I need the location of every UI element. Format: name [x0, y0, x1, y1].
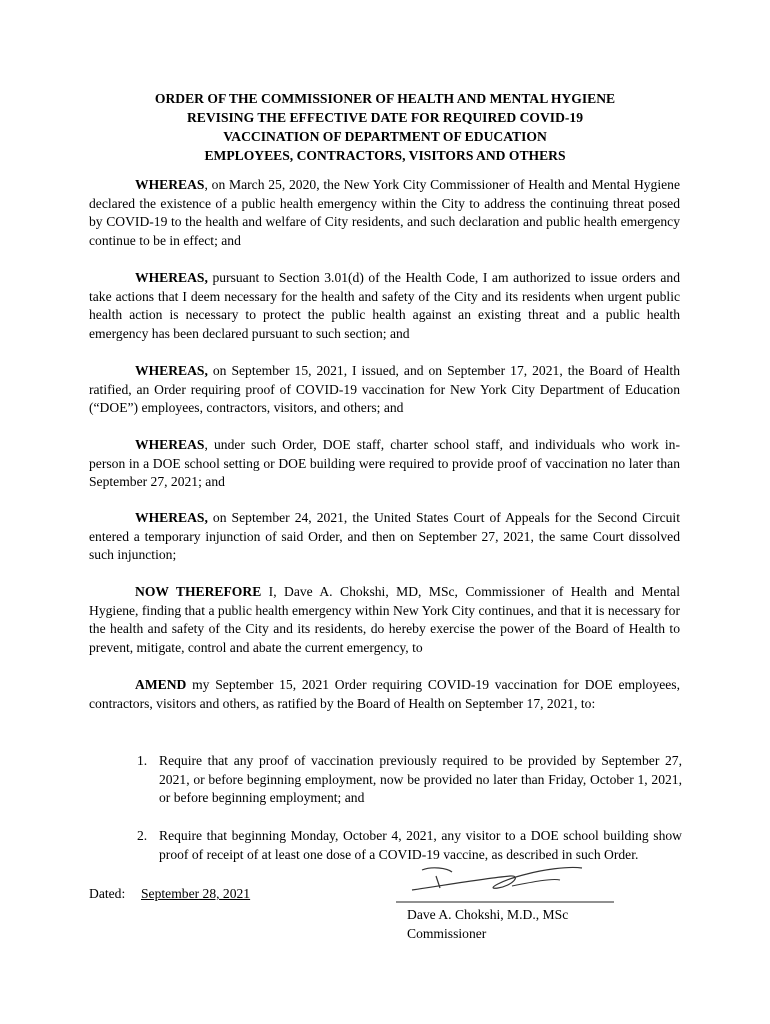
paragraph-text: , on March 25, 2020, the New York City Commissioner of Health and Mental Hygiene declared the existence of a public health emergency within the City to address the continuing threat posed by COVID-19 to the health and welfare of City residents, and such declaration and public health emergency continue to be in effect; and [89, 177, 680, 248]
title-line-4: EMPLOYEES, CONTRACTORS, VISITORS AND OTHERS [204, 148, 566, 163]
paragraph-text: on September 15, 2021, I issued, and on September 17, 2021, the Board of Health ratified, an Order requiring proof of COVID-19 vaccination for New York City Department of Education (“DOE”) employees, contractors, visitors, and others; and [89, 363, 680, 416]
whereas-paragraph-1 [89, 176, 680, 250]
signature-graphic [392, 858, 617, 908]
whereas-paragraph-4 [89, 436, 680, 492]
paragraph-lead: WHEREAS, [135, 363, 208, 378]
paragraph-lead: WHEREAS, [135, 510, 208, 525]
title-line-1: ORDER OF THE COMMISSIONER OF HEALTH AND MENTAL HYGIENE [154, 91, 616, 106]
dated-label: Dated: [89, 886, 126, 901]
order-title [80, 89, 690, 165]
paragraph-text: my September 15, 2021 Order requiring COVID-19 vaccination for DOE employees, contractors, visitors and others, as ratified by the Board of Health on September 17, 2021, to: [89, 677, 680, 711]
list-text: Require that any proof of vaccination previously required to be provided by September 27, 2021, or before beginning employment, now be provided no later than Friday, October 1, 2021, or before beginning employment; and [159, 753, 682, 806]
paragraph-text: pursuant to Section 3.01(d) of the Health Code, I am authorized to issue orders and take actions that I deem necessary for the health and safety of the City and its residents when urgent public health action is necessary to protect the public health against an existing threat and a public health emergency has been declared pursuant to such section; and [89, 270, 680, 341]
now-therefore-paragraph [89, 583, 680, 657]
title-line-3: VACCINATION OF DEPARTMENT OF EDUCATION [223, 129, 547, 144]
whereas-paragraph-3 [89, 362, 680, 418]
amend-paragraph [89, 676, 680, 713]
paragraph-text: on September 24, 2021, the United States Court of Appeals for the Second Circuit entered a temporary injunction of said Order, and then on September 27, 2021, the same Court dissolved such injunction; [89, 510, 680, 563]
list-number: 1. [137, 753, 148, 768]
paragraph-lead: WHEREAS, [135, 270, 208, 285]
signer-title: Commissioner [407, 926, 487, 941]
whereas-paragraph-2 [89, 269, 680, 343]
list-number: 2. [137, 828, 148, 843]
list-item [137, 752, 682, 808]
paragraph-lead: NOW THEREFORE [135, 584, 262, 599]
dated-value: September 28, 2021 [141, 886, 251, 901]
paragraph-text: , under such Order, DOE staff, charter school staff, and individuals who work in-person in a DOE school setting or DOE building were required to provide proof of vaccination no later than September 27, 2021; and [89, 437, 680, 490]
whereas-paragraph-5 [89, 509, 680, 565]
list-text: Require that beginning Monday, October 4, 2021, any visitor to a DOE school building show proof of receipt of at least one dose of a COVID-19 vaccine, as described in such Order. [159, 828, 682, 862]
title-line-2: REVISING THE EFFECTIVE DATE FOR REQUIRED COVID-19 [186, 110, 584, 125]
paragraph-lead: WHEREAS [135, 177, 205, 192]
paragraph-lead: WHEREAS [135, 437, 205, 452]
signer-name: Dave A. Chokshi, M.D., MSc [407, 907, 569, 922]
paragraph-lead: AMEND [135, 677, 187, 692]
paragraph-text: I, Dave A. Chokshi, MD, MSc, Commissioner of Health and Mental Hygiene, finding that a public health emergency within New York City continues, and that it is necessary for the health and safety of the City and its residents, do hereby exercise the power of the Board of Health to prevent, mitigate, control and abate the current emergency, to [89, 584, 680, 655]
